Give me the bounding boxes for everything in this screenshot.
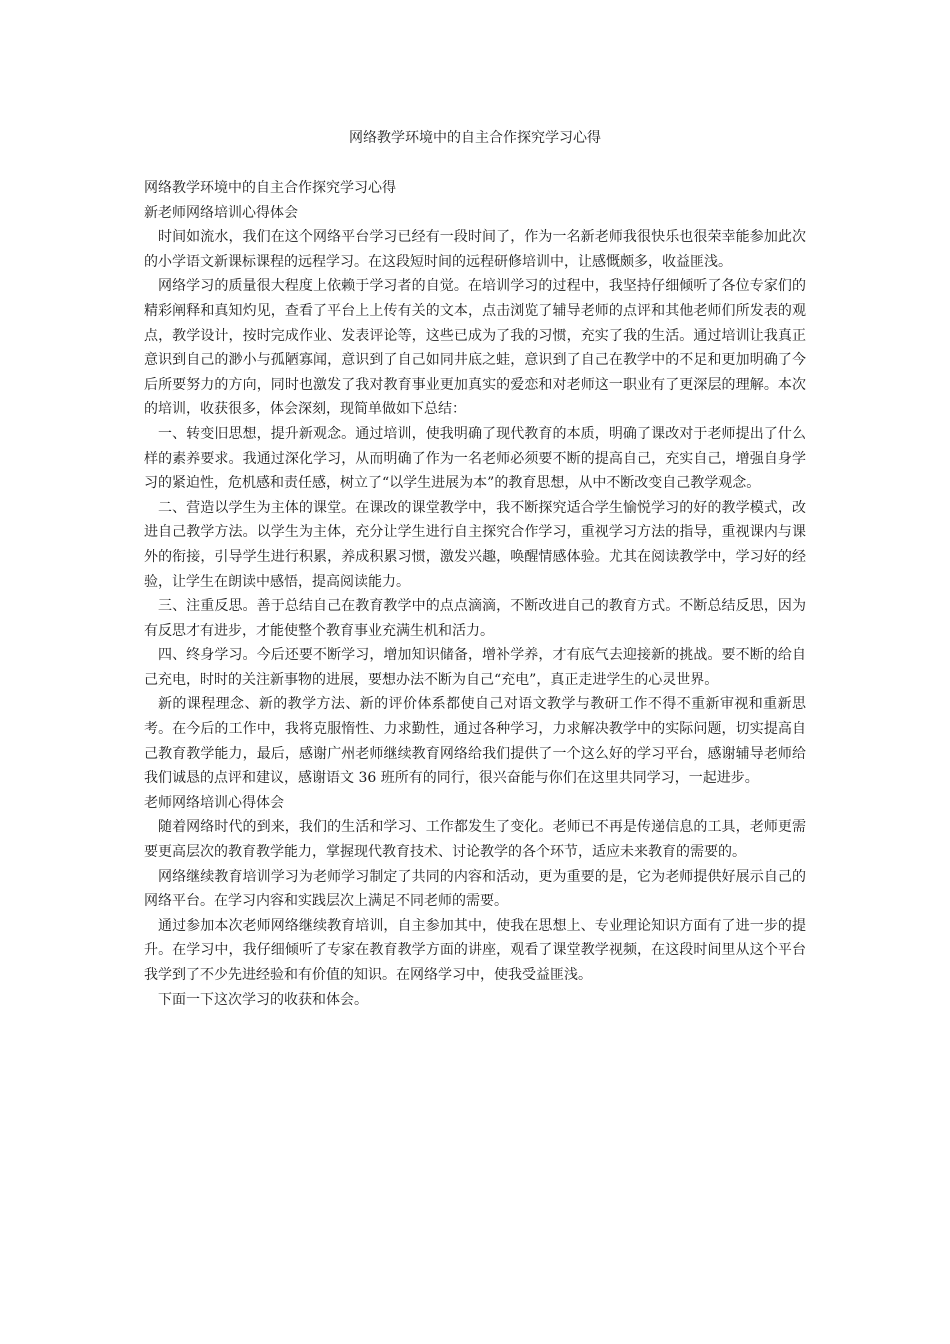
- body-paragraph: 网络学习的质量很大程度上依赖于学习者的自觉。在培训学习的过程中，我坚持仔细倾听了各位专家们的精彩阐释和真知灼见，查看了平台上上传有关的文本，点击浏览了辅导老师的点评和其他老师们所发表的观点，教学设计，按时完成作业、发表评论等，这些已成为了我的习惯，充实了我的生活。通过培训让我真正意识到自己的渺小与孤陋寡闻，意识到了自己如同井底之蛙，意识到了自己在教学中的不足和更加明确了今后所要努力的方向，同时也激发了我对教育事业更加真实的爱恋和对老师这一职业有了更深层的理解。本次的培训，收获很多，体会深刻，现简单做如下总结：: [144, 278, 806, 418]
- body-paragraph: 随着网络时代的到来，我们的生活和学习、工作都发生了变化。老师已不再是传递信息的工具，老师更需要更高层次的教育教学能力，掌握现代教育技术、讨论教学的各个环节，适应未来教育的需要的。: [144, 819, 806, 861]
- document-body: [144, 176, 806, 1012]
- body-paragraph: 一、转变旧思想，提升新观念。通过培训，使我明确了现代教育的本质，明确了课改对于老师提出了什么样的素养要求。我通过深化学习，从而明确了作为一名老师必须要不断的提高自己，充实自己，增强自身学习的紧迫性，危机感和责任感，树立了“以学生进展为本”的教育思想，从中不断改变自己教学观念。: [144, 425, 806, 492]
- body-paragraph: 时间如流水，我们在这个网络平台学习已经有一段时间了，作为一名新老师我很快乐也很荣幸能参加此次的小学语文新课标课程的远程学习。在这段短时间的远程研修培训中，让感慨颇多，收益匪浅。: [144, 229, 806, 270]
- body-paragraph: 新的课程理念、新的教学方法、新的评价体系都使自己对语文教学与教研工作不得不重新审视和重新思考。在今后的工作中，我将克服惰性、力求勤性，通过各种学习，力求解决教学中的实际问题，切实提高自己教育教学能力，最后，感谢广州老师继续教育网络给我们提供了一个这么好的学习平台，感谢辅导老师给我们诚恳的点评和建议，感谢语文 36 班所有的同行，很兴奋能与你们在这里共同学习，一起进步。: [144, 696, 806, 787]
- body-paragraph: 四、终身学习。今后还要不断学习，增加知识储备，增补学养，才有底气去迎接新的挑战。要不断的给自己充电，时时的关注新事物的进展，要想办法不断为自己“充电”，真正走进学生的心灵世界。: [144, 647, 806, 688]
- body-paragraph: 二、营造以学生为主体的课堂。在课改的课堂教学中，我不断探究适合学生愉悦学习的好的教学模式，改进自己教学方法。以学生为主体，充分让学生进行自主探究合作学习，重视学习方法的指导，重视课内与课外的衔接，引导学生进行积累，养成积累习惯，激发兴趣，唤醒情感体验。尤其在阅读教学中，学习好的经验，让学生在朗读中感悟，提高阅读能力。: [144, 499, 806, 590]
- section-heading: 网络教学环境中的自主合作探究学习心得: [144, 180, 396, 196]
- section-heading: 新老师网络培训心得体会: [144, 204, 298, 221]
- body-paragraph: 下面一下这次学习的收获和体会。: [158, 991, 368, 1008]
- document-title: 网络教学环境中的自主合作探究学习心得: [349, 130, 601, 146]
- section-heading: 老师网络培训心得体会: [144, 794, 284, 811]
- body-paragraph: 网络继续教育培训学习为老师学习制定了共同的内容和活动，更为重要的是，它为老师提供好展示自己的网络平台。在学习内容和实践层次上满足不同老师的需要。: [144, 868, 806, 910]
- body-paragraph: 三、注重反思。善于总结自己在教育教学中的点点滴滴，不断改进自己的教育方式。不断总结反思，因为有反思才有进步，才能使整个教育事业充满生机和活力。: [144, 598, 806, 639]
- body-paragraph: 通过参加本次老师网络继续教育培训，自主参加其中，使我在思想上、专业理论知识方面有了进一步的提升。在学习中，我仔细倾听了专家在教育教学方面的讲座，观看了课堂教学视频，在这段时间里从这个平台我学到了不少先进经验和有价值的知识。在网络学习中，使我受益匪浅。: [144, 917, 806, 983]
